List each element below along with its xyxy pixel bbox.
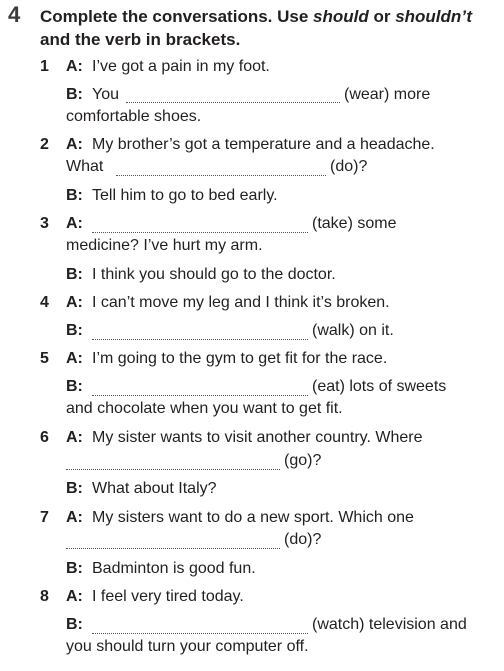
- instruction-shouldnt: shouldn’t: [395, 7, 472, 26]
- speaker-label: B:: [66, 86, 83, 103]
- question-text: My brother’s got a temperature and a headache.: [92, 136, 435, 153]
- continuation-text: comfortable shoes.: [66, 108, 202, 125]
- item-number: 4: [40, 294, 49, 311]
- speaker-label: B:: [66, 560, 83, 577]
- answer-text: Badminton is good fun.: [92, 560, 256, 577]
- item-number: 6: [40, 429, 49, 446]
- answer-blank[interactable]: [116, 175, 326, 176]
- speaker-label: A:: [66, 136, 83, 153]
- speaker-label: A:: [66, 350, 83, 367]
- speaker-label: A:: [66, 429, 83, 446]
- speaker-label: A:: [66, 294, 83, 311]
- answer-blank[interactable]: [66, 469, 280, 470]
- speaker-label: A:: [66, 215, 83, 232]
- verb-prompt: (walk) on it.: [312, 322, 394, 339]
- question-text: My sister wants to visit another country. Where: [92, 429, 423, 446]
- continuation-text: you should turn your computer off.: [66, 638, 309, 655]
- speaker-label: B:: [66, 187, 83, 204]
- instruction: [40, 5, 490, 51]
- speaker-label: A:: [66, 58, 83, 75]
- instruction-should: should: [313, 7, 369, 26]
- instruction-text-2: and the verb in brackets.: [40, 30, 241, 49]
- question-text: I’ve got a pain in my foot.: [92, 58, 270, 75]
- question-text: I feel very tired today.: [92, 588, 244, 605]
- speaker-label: B:: [66, 616, 83, 633]
- exercise-number: 4: [8, 2, 21, 27]
- continuation-text: and chocolate when you want to get fit.: [66, 400, 343, 417]
- instruction-or: or: [368, 7, 396, 26]
- question-text: My sisters want to do a new sport. Which one: [92, 509, 414, 526]
- answer-text: Tell him to go to bed early.: [92, 187, 278, 204]
- verb-prompt: (eat) lots of sweets: [312, 378, 447, 395]
- question-lead-text: What: [66, 158, 104, 175]
- item-number: 3: [40, 215, 49, 232]
- answer-text: I think you should go to the doctor.: [92, 266, 336, 283]
- continuation-text: medicine? I’ve hurt my arm.: [66, 237, 263, 254]
- item-number: 1: [40, 58, 49, 75]
- verb-prompt: (watch) television and: [312, 616, 467, 633]
- answer-blank[interactable]: [92, 395, 308, 396]
- speaker-label: B:: [66, 322, 83, 339]
- verb-prompt: (go)?: [284, 452, 322, 469]
- speaker-label: A:: [66, 509, 83, 526]
- item-number: 5: [40, 350, 49, 367]
- answer-text: What about Italy?: [92, 480, 217, 497]
- verb-prompt: (do)?: [330, 158, 368, 175]
- answer-lead-text: You: [92, 86, 119, 103]
- speaker-label: B:: [66, 378, 83, 395]
- item-number: 2: [40, 136, 49, 153]
- answer-blank[interactable]: [66, 548, 280, 549]
- question-text: I can’t move my leg and I think it’s broken.: [92, 294, 390, 311]
- verb-prompt: (do)?: [284, 531, 322, 548]
- item-number: 8: [40, 588, 49, 605]
- item-number: 7: [40, 509, 49, 526]
- verb-prompt: (wear) more: [344, 86, 431, 103]
- verb-prompt: (take) some: [312, 215, 397, 232]
- speaker-label: A:: [66, 588, 83, 605]
- answer-blank[interactable]: [92, 339, 308, 340]
- answer-blank[interactable]: [92, 633, 308, 634]
- instruction-text-1: Complete the conversations. Use: [40, 7, 314, 26]
- answer-blank[interactable]: [92, 232, 308, 233]
- answer-blank[interactable]: [126, 102, 340, 103]
- speaker-label: B:: [66, 480, 83, 497]
- question-text: I’m going to the gym to get fit for the race.: [92, 350, 388, 367]
- speaker-label: B:: [66, 266, 83, 283]
